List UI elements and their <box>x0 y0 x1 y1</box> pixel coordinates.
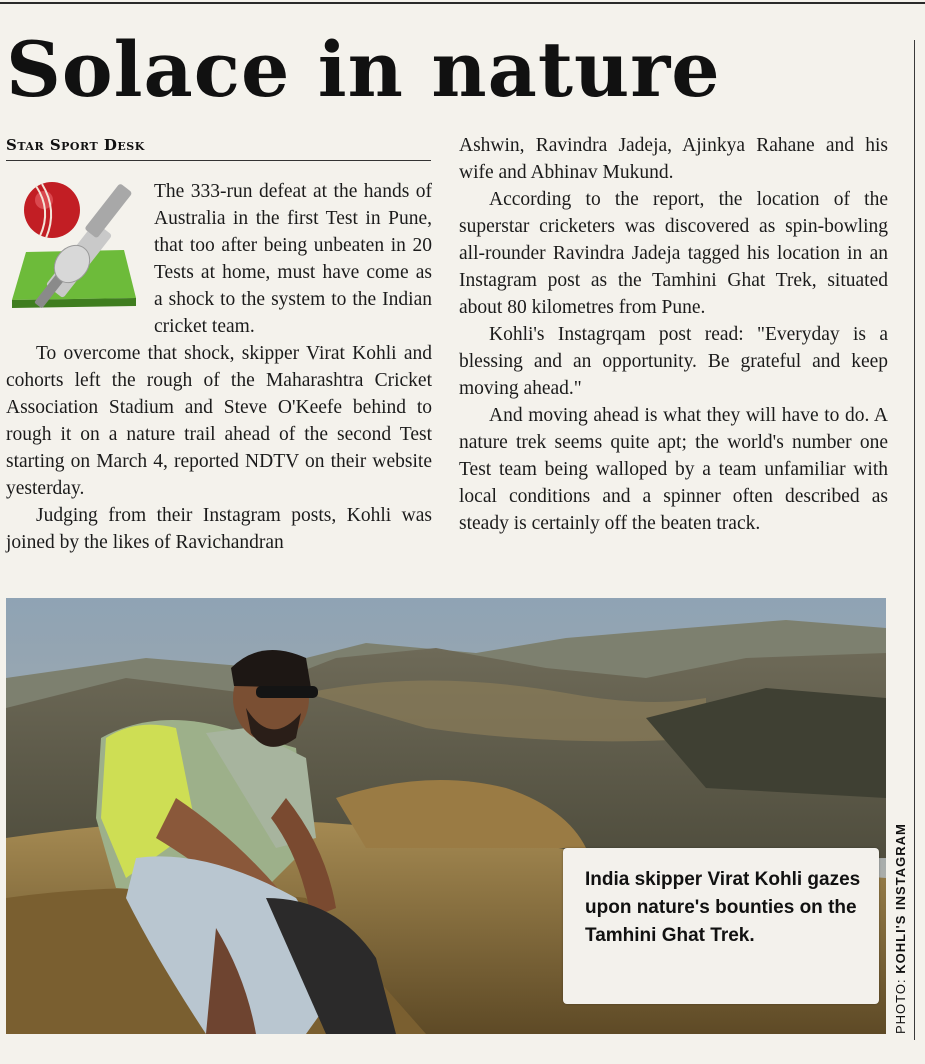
paragraph: Ashwin, Ravindra Jadeja, Ajinkya Rahane and his wife and Abhinav Mukund. <box>459 135 888 183</box>
headline: Solace in nature <box>6 25 721 114</box>
paragraph: And moving ahead is what they will have to do. A nature trek seems quite apt; the world's number one Test team being walloped by a team unfamiliar with local conditions and a spinner often described as steady is certainly off the beaten track. <box>459 405 888 534</box>
top-rule <box>0 2 925 4</box>
column-rule <box>914 40 915 1040</box>
article-column-1 <box>6 178 432 556</box>
photo-credit <box>890 764 912 1034</box>
paragraph: Kohli's Instagrqam post read: "Everyday is a blessing and an opportunity. Be grateful and keep moving ahead." <box>459 324 888 399</box>
paragraph: To overcome that shock, skipper Virat Kohli and cohorts left the rough of the Maharashtra Cricket Association Stadium and Steve O'Keefe behind to rough it on a nature trail ahead of the second Test starting on March 4, reported NDTV on their website yesterday. <box>6 343 432 499</box>
cricket-ball-bat-icon <box>6 180 144 316</box>
byline: Star Sport Desk <box>6 136 431 161</box>
photo-credit-source: KOHLI'S INSTAGRAM <box>893 823 908 974</box>
photo-caption: India skipper Virat Kohli gazes upon nature's bounties on the Tamhini Ghat Trek. <box>585 869 861 946</box>
paragraph: The 333-run defeat at the hands of Australia in the first Test in Pune, that too after being unbeaten in 20 Tests at home, must have come as a shock to the system to the Indian cricket team. <box>154 181 432 337</box>
paragraph: Judging from their Instagram posts, Kohli was joined by the likes of Ravichandran <box>6 505 432 553</box>
article-column-2 <box>459 132 888 537</box>
photo-credit-prefix: PHOTO: <box>893 978 908 1034</box>
caption-box <box>563 848 879 1004</box>
paragraph: According to the report, the location of the superstar cricketers was discovered as spin-bowling all-rounder Ravindra Jadeja tagged his location in an Instagram post as the Tamhini Ghat Trek, situated about 80 kilometres from Pune. <box>459 189 888 318</box>
